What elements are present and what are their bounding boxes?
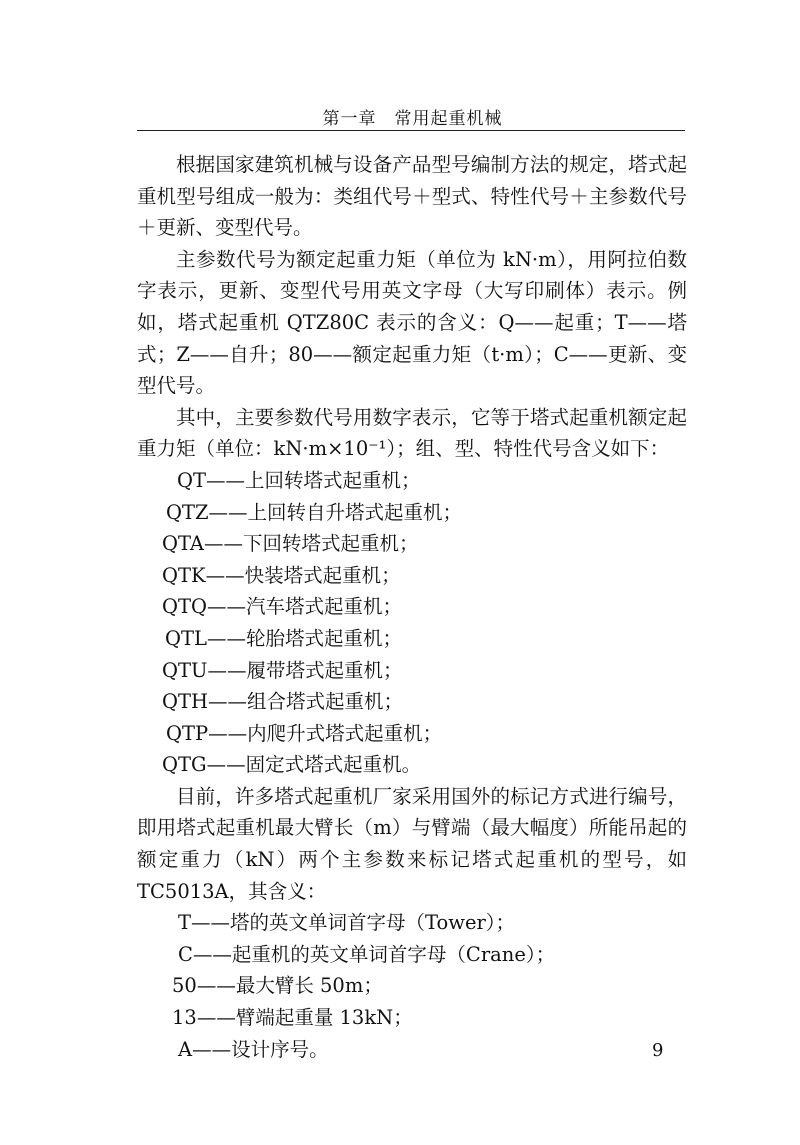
list-item-code: T (178, 911, 192, 935)
list-item (137, 560, 687, 592)
paragraph-foreign-marking: 目前，许多塔式起重机厂家采用国外的标记方式进行编号，即用塔式起重机最大臂长（m）与臂端（最大幅度）所能吊起的额定重力（kN）两个主参数来标记塔式起重机的型号，如 TC5013A，其含义： (137, 784, 687, 903)
list-item-desc: ——固定式塔式起重机。 (206, 753, 422, 777)
list-item-desc: ——快装塔式起重机； (205, 563, 401, 587)
list-item-desc: ——塔的英文单词首字母（Tower）； (191, 911, 516, 935)
list-item-desc: ——组合塔式起重机； (208, 690, 404, 714)
list-item (137, 686, 687, 718)
list-item (137, 970, 687, 1002)
list-item-desc: ——臂端起重量 13kN； (196, 1006, 413, 1030)
list-item-code: QTG (162, 753, 207, 777)
list-item-desc: ——履带塔式起重机； (207, 658, 403, 682)
list-item (137, 1034, 687, 1066)
list-item-code: QT (177, 468, 206, 492)
list-item (137, 528, 687, 560)
list-item-code: QTQ (162, 595, 207, 619)
list-item (137, 1002, 687, 1034)
list-item-code: QTH (162, 690, 208, 714)
list-item-code: QTU (162, 658, 208, 682)
list-item-code: QTA (162, 532, 205, 556)
list-item (137, 591, 687, 623)
list-item-code: QTZ (166, 500, 209, 524)
list-item-code: A (178, 1037, 193, 1061)
running-head-title: 第一章 常用起重机械 (322, 109, 503, 129)
list-item-code: 13 (172, 1006, 197, 1030)
paragraph-model-composition: 根据国家建筑机械与设备产品型号编制方法的规定，塔式起重机型号组成一般为：类组代号＋型式、特性代号＋主参数代号＋更新、变型代号。 (137, 153, 687, 240)
list-item-desc: ——汽车塔式起重机； (206, 595, 402, 619)
list-item-code: QTL (165, 626, 207, 650)
tc-meaning-list (137, 907, 687, 1065)
list-item-desc: ——最大臂长 50m； (196, 974, 383, 998)
paragraph-type-codes-intro: 其中，主要参数代号用数字表示，它等于塔式起重机额定起重力矩（单位：kN·m×10⁻¹）；组、型、特性代号含义如下： (137, 405, 687, 461)
paragraph-main-parameter: 主参数代号为额定起重力矩（单位为 kN·m），用阿拉伯数字表示，更新、变型代号用英文字母（大写印刷体）表示。例如，塔式起重机 QTZ80C 表示的含义：Q——起重；T——塔式；Z——自升；80——额定起重力矩（t·m）；C——更新、变型代号。 (137, 247, 687, 398)
list-item (137, 939, 687, 971)
type-code-list (137, 465, 687, 781)
list-item-desc: ——设计序号。 (192, 1037, 329, 1061)
list-item (137, 907, 687, 939)
body-text (137, 149, 687, 1065)
list-item-desc: ——上回转塔式起重机； (206, 468, 421, 492)
list-item (137, 749, 687, 781)
list-item-desc: ——起重机的英文单词首字母（Crane）； (192, 942, 556, 966)
list-item-code: QTP (166, 721, 209, 745)
list-item (137, 718, 687, 750)
list-item (137, 655, 687, 687)
list-item-desc: ——下回转塔式起重机； (204, 532, 419, 556)
list-item (137, 623, 687, 655)
list-item-desc: ——轮胎塔式起重机； (206, 626, 402, 650)
page-number: 9 (652, 1040, 664, 1061)
list-item (137, 465, 687, 497)
list-item-desc: ——内爬升式塔式起重机； (208, 721, 443, 745)
header-rule (137, 130, 685, 131)
list-item-code: 50 (172, 974, 197, 998)
list-item-code: C (178, 942, 193, 966)
list-item (137, 497, 687, 529)
list-item-code: QTK (162, 563, 206, 587)
list-item-desc: ——上回转自升塔式起重机； (208, 500, 463, 524)
